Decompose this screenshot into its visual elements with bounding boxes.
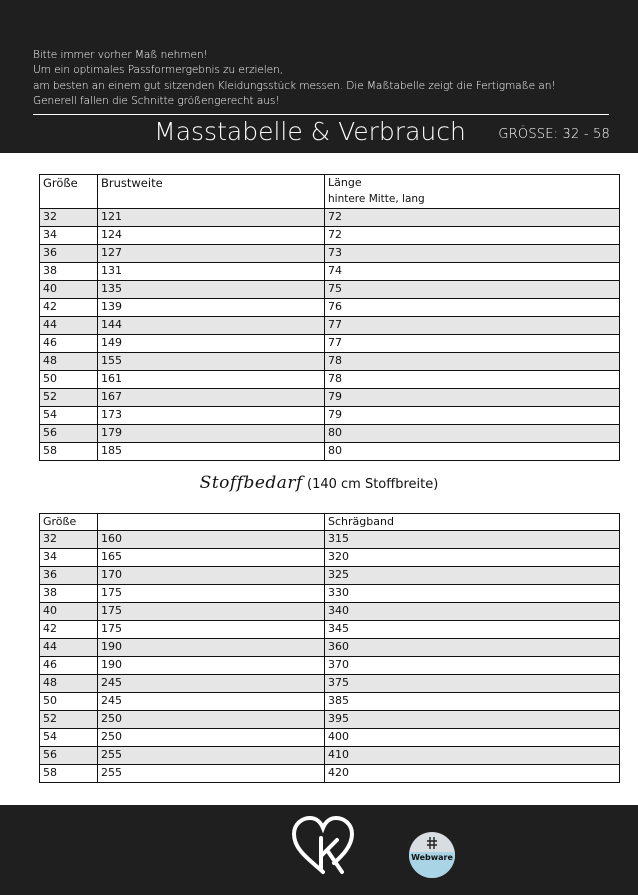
cell-chest: 149 (98, 335, 325, 353)
cell-size: 40 (40, 603, 98, 621)
cell-bias: 320 (325, 549, 620, 567)
table-row (40, 747, 620, 765)
cell-length: 76 (325, 299, 620, 317)
cell-chest: 135 (98, 281, 325, 299)
table-row (40, 639, 620, 657)
cell-size: 44 (40, 639, 98, 657)
cell-length: 73 (325, 245, 620, 263)
table-row (40, 603, 620, 621)
table-row (40, 675, 620, 693)
cell-size: 56 (40, 747, 98, 765)
heart-k-logo-icon (290, 816, 356, 876)
table-row (40, 621, 620, 639)
col-header-bias: Schrägband (325, 514, 620, 531)
header-band (0, 0, 638, 153)
cell-bias: 375 (325, 675, 620, 693)
intro-line: Bitte immer vorher Maß nehmen! (33, 49, 208, 61)
cell-size: 54 (40, 729, 98, 747)
cell-length: 77 (325, 317, 620, 335)
cell-chest: 179 (98, 425, 325, 443)
cell-fabric: 175 (98, 621, 325, 639)
cell-chest: 124 (98, 227, 325, 245)
cell-bias: 410 (325, 747, 620, 765)
cell-size: 36 (40, 567, 98, 585)
table-row (40, 531, 620, 549)
cell-size: 38 (40, 585, 98, 603)
cell-length: 80 (325, 425, 620, 443)
cell-length: 72 (325, 209, 620, 227)
cell-bias: 370 (325, 657, 620, 675)
table-row (40, 353, 620, 371)
cell-fabric: 190 (98, 657, 325, 675)
cell-length: 80 (325, 443, 620, 461)
fabric-heading (0, 473, 638, 493)
cell-bias: 385 (325, 693, 620, 711)
webware-hash-icon (426, 836, 438, 850)
cell-bias: 400 (325, 729, 620, 747)
measurement-table (39, 174, 620, 461)
cell-size: 32 (40, 531, 98, 549)
cell-fabric: 255 (98, 765, 325, 783)
table-row (40, 281, 620, 299)
col-header-chest: Brustweite (98, 175, 325, 209)
cell-bias: 340 (325, 603, 620, 621)
cell-size: 58 (40, 443, 98, 461)
table-row (40, 299, 620, 317)
col-header-size: Größe (40, 514, 98, 531)
cell-bias: 315 (325, 531, 620, 549)
cell-bias: 345 (325, 621, 620, 639)
table-row (40, 263, 620, 281)
table-row (40, 711, 620, 729)
cell-length: 74 (325, 263, 620, 281)
table-row (40, 693, 620, 711)
cell-size: 42 (40, 621, 98, 639)
table-header-row (40, 175, 620, 209)
size-range-label: GRÖSSE: 32 - 58 (498, 127, 610, 142)
table-row (40, 585, 620, 603)
cell-fabric: 245 (98, 693, 325, 711)
cell-chest: 144 (98, 317, 325, 335)
cell-chest: 121 (98, 209, 325, 227)
cell-chest: 167 (98, 389, 325, 407)
cell-chest: 155 (98, 353, 325, 371)
col-header-length-sub: hintere Mitte, lang (328, 193, 425, 205)
table-row (40, 389, 620, 407)
cell-size: 54 (40, 407, 98, 425)
cell-size: 52 (40, 389, 98, 407)
cell-fabric: 190 (98, 639, 325, 657)
table-row (40, 209, 620, 227)
cell-size: 34 (40, 227, 98, 245)
cell-length: 77 (325, 335, 620, 353)
table-row (40, 227, 620, 245)
cell-size: 42 (40, 299, 98, 317)
cell-length: 78 (325, 371, 620, 389)
col-header-length-label: Länge (328, 176, 362, 189)
table-row (40, 371, 620, 389)
cell-chest: 127 (98, 245, 325, 263)
cell-fabric: 245 (98, 675, 325, 693)
table-row (40, 657, 620, 675)
cell-chest: 161 (98, 371, 325, 389)
cell-size: 32 (40, 209, 98, 227)
table-row (40, 245, 620, 263)
cell-chest: 173 (98, 407, 325, 425)
cell-length: 72 (325, 227, 620, 245)
cell-size: 38 (40, 263, 98, 281)
cell-size: 40 (40, 281, 98, 299)
cell-size: 36 (40, 245, 98, 263)
cell-size: 50 (40, 693, 98, 711)
table-row (40, 549, 620, 567)
col-header-size: Größe (40, 175, 98, 209)
table-row (40, 407, 620, 425)
table-row (40, 765, 620, 783)
intro-line: Generell fallen die Schnitte größengerecht aus! (33, 94, 280, 107)
table-row (40, 443, 620, 461)
cell-fabric: 160 (98, 531, 325, 549)
cell-size: 50 (40, 371, 98, 389)
cell-size: 34 (40, 549, 98, 567)
cell-size: 58 (40, 765, 98, 783)
cell-fabric: 170 (98, 567, 325, 585)
cell-fabric: 250 (98, 711, 325, 729)
col-header-length (325, 175, 620, 209)
cell-fabric: 175 (98, 585, 325, 603)
cell-length: 79 (325, 389, 620, 407)
cell-fabric: 165 (98, 549, 325, 567)
table-row (40, 729, 620, 747)
fabric-table (39, 513, 620, 783)
table-row (40, 425, 620, 443)
badge-label: Webware (411, 853, 453, 862)
cell-size: 56 (40, 425, 98, 443)
cell-chest: 139 (98, 299, 325, 317)
cell-size: 52 (40, 711, 98, 729)
cell-chest: 131 (98, 263, 325, 281)
cell-size: 48 (40, 353, 98, 371)
intro-text (33, 48, 623, 109)
webware-badge (409, 832, 455, 878)
table-row (40, 335, 620, 353)
col-header-fabric (98, 514, 325, 531)
page-title: Masstabelle & Verbrauch (154, 117, 466, 146)
cell-size: 46 (40, 657, 98, 675)
cell-length: 75 (325, 281, 620, 299)
table-header-row (40, 514, 620, 531)
cell-length: 79 (325, 407, 620, 425)
cell-fabric: 175 (98, 603, 325, 621)
cell-fabric: 250 (98, 729, 325, 747)
table-row (40, 317, 620, 335)
cell-bias: 330 (325, 585, 620, 603)
cell-bias: 325 (325, 567, 620, 585)
intro-line: am besten an einem gut sitzenden Kleidungsstück messen. Die Maßtabelle zeigt die Fertigmaße an! (33, 79, 556, 92)
cell-fabric: 255 (98, 747, 325, 765)
cell-size: 46 (40, 335, 98, 353)
cell-bias: 395 (325, 711, 620, 729)
fabric-script-title: Stoffbedarf (199, 473, 303, 493)
cell-chest: 185 (98, 443, 325, 461)
fabric-width-note: (140 cm Stoffbreite) (307, 477, 439, 492)
intro-line: Um ein optimales Passformergebnis zu erzielen, (33, 64, 283, 77)
cell-bias: 360 (325, 639, 620, 657)
cell-length: 78 (325, 353, 620, 371)
cell-size: 44 (40, 317, 98, 335)
cell-size: 48 (40, 675, 98, 693)
table-row (40, 567, 620, 585)
cell-bias: 420 (325, 765, 620, 783)
